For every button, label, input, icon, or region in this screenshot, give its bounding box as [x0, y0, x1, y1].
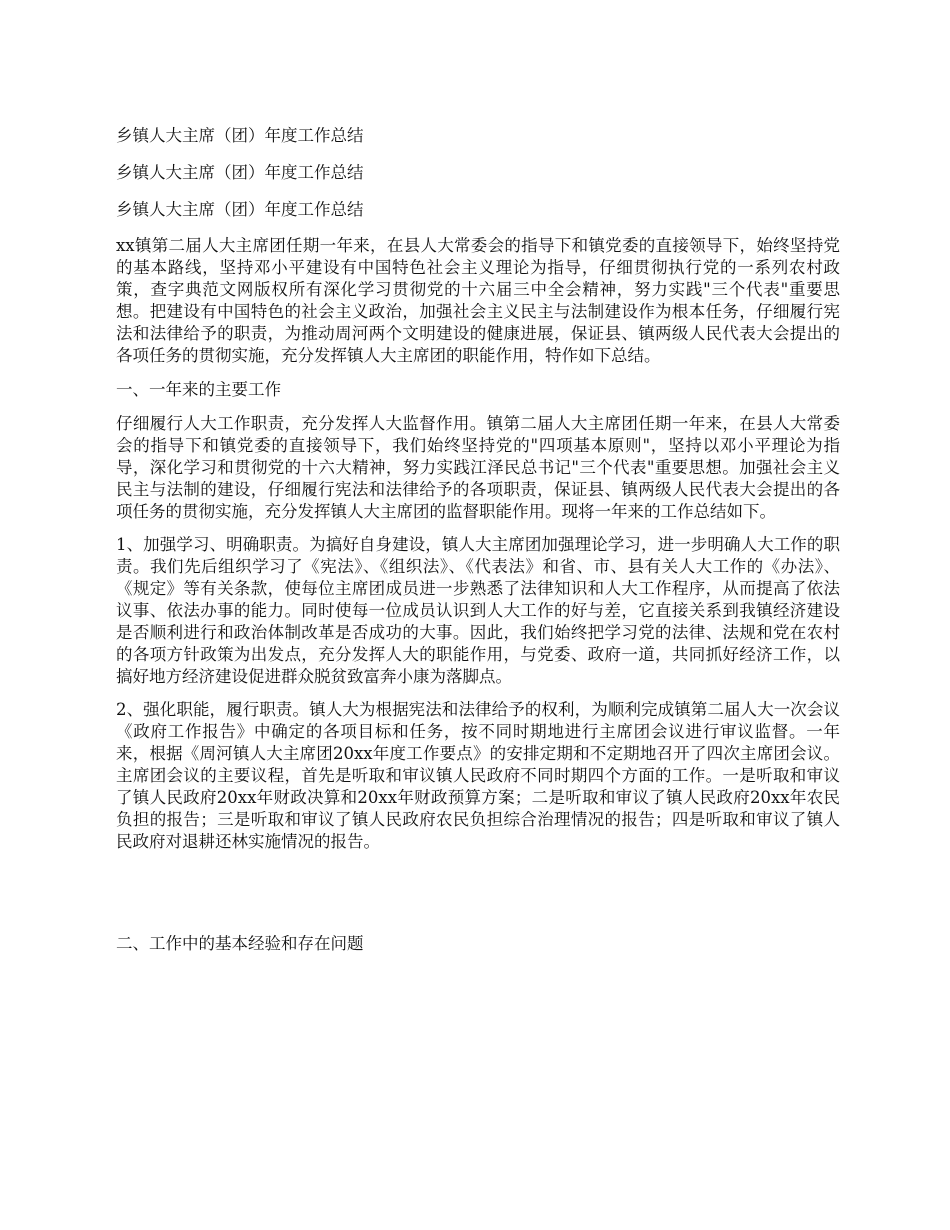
blank-space	[116, 864, 840, 932]
section-2-heading: 二、工作中的基本经验和存在问题	[116, 934, 364, 953]
section-1-heading: 一、一年来的主要工作	[116, 380, 281, 399]
document-title-3: 乡镇人大主席（团）年度工作总结	[116, 200, 364, 219]
item-1-paragraph: 1、加强学习、明确职责。为搞好自身建设，镇人大主席团加强理论学习，进一步明确人大工作的职责。我们先后组织学习了《宪法》、《组织法》、《代表法》和省、市、县有关人大工作的《办法》、《规定》等有关条款，使每位主席团成员进一步熟悉了法律知识和人大工作程序，从而提高了依法议事、依法办事的能力。同时使每一位成员认识到人大工作的好与差，它直接关系到我镇经济建设是否顺利进行和政治体制改革是否成功的大事。因此，我们始终把学习党的法律、法规和党在农村的各项方针政策为出发点，充分发挥人大的职能作用，与党委、政府一道，共同抓好经济工作，以搞好地方经济建设促进群众脱贫致富奔小康为落脚点。	[116, 535, 840, 686]
document-page	[116, 124, 840, 967]
document-title-1: 乡镇人大主席（团）年度工作总结	[116, 126, 364, 145]
intro-paragraph: xx镇第二届人大主席团任期一年来，在县人大常委会的指导下和镇党委的直接领导下，始终坚持党的基本路线，坚持邓小平建设有中国特色社会主义理论为指导，仔细贯彻执行党的一系列农村政策，查字典范文网版权所有深化学习贯彻党的十六届三中全会精神，努力实践"三个代表"重要思想。把建设有中国特色的社会主义政治，加强社会主义民主与法制建设作为根本任务，仔细履行宪法和法律给予的职责，为推动周河两个文明建设的健康进展，保证县、镇两级人民代表大会提出的各项任务的贯彻实施，充分发挥镇人大主席团的职能作用，特作如下总结。	[116, 236, 840, 365]
document-title-2: 乡镇人大主席（团）年度工作总结	[116, 163, 364, 182]
item-2-paragraph: 2、强化职能，履行职责。镇人大为根据宪法和法律给予的权利，为顺利完成镇第二届人大一次会议《政府工作报告》中确定的各项目标和任务，按不同时期地进行主席团会议进行审议监督。一年来，根据《周河镇人大主席团20xx年度工作要点》的安排定期和不定期地召开了四次主席团会议。主席团会议的主要议程，首先是听取和审议镇人民政府不同时期四个方面的工作。一是听取和审议了镇人民政府20xx年财政决算和20xx年财政预算方案；二是听取和审议了镇人民政府20xx年农民负担的报告；三是听取和审议了镇人民政府农民负担综合治理情况的报告；四是听取和审议了镇人民政府对退耕还林实施情况的报告。	[116, 700, 840, 851]
section-1-paragraph: 仔细履行人大工作职责，充分发挥人大监督作用。镇第二届人大主席团任期一年来，在县人大常委会的指导下和镇党委的直接领导下，我们始终坚持党的"四项基本原则"，坚持以邓小平理论为指导，深化学习和贯彻党的十六大精神，努力实践江泽民总书记"三个代表"重要思想。加强社会主义民主与法制的建设，仔细履行宪法和法律给予的各项职责，保证县、镇两级人民代表大会提出的各项任务的贯彻实施，充分发挥镇人大主席团的监督职能作用。现将一年来的工作总结如下。	[116, 414, 840, 521]
